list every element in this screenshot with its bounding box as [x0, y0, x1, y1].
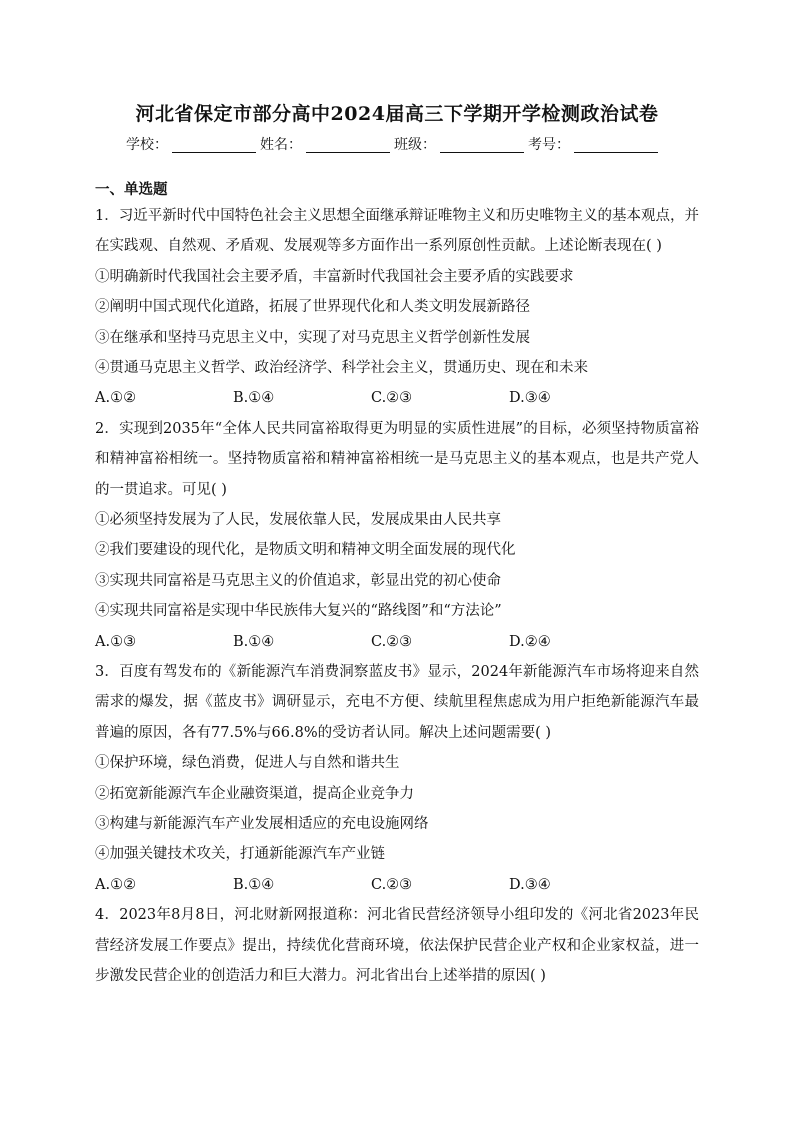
question-text: 实现到2035年“全体人民共同富裕取得更为明显的实质性进展”的目标，必须坚持物质富裕和精神富裕相统一。坚持物质富裕和精神富裕相统一是马克思主义的基本观点，也是共产党人的一贯追求。可见( )	[95, 420, 699, 498]
option-c[interactable]: C.②③	[371, 390, 413, 407]
question-number: 1．	[95, 208, 119, 224]
question-2	[95, 414, 699, 657]
question-stem	[95, 201, 699, 262]
question-4	[95, 900, 699, 991]
question-1	[95, 201, 699, 414]
section-heading: 一、单选题	[95, 181, 168, 198]
class-label: 班级：	[394, 137, 436, 153]
answer-options	[95, 870, 699, 900]
statement-item: ④加强关键技术攻关，打通新能源汽车产业链	[95, 846, 385, 863]
statement-item: ③在继承和坚持马克思主义中，实现了对马克思主义哲学创新性发展	[95, 329, 530, 346]
question-number: 2．	[95, 420, 120, 437]
school-blank[interactable]	[172, 136, 256, 153]
page-title: 河北省保定市部分高中2024届高三下学期开学检测政治试卷	[135, 103, 659, 125]
option-b[interactable]: B.①④	[233, 633, 275, 650]
class-blank[interactable]	[440, 136, 524, 153]
question-text: 2023年8月8日，河北财新网报道称：河北省民营经济领导小组印发的《河北省2023年民营经济发展工作要点》提出，持续优化营商环境，依法保护民营企业产权和企业家权益，进一步激发民营企业的创造活力和巨大潜力。河北省出台上述举措的原因( )	[95, 907, 699, 984]
question-number: 3．	[95, 663, 120, 680]
question-3	[95, 657, 699, 900]
question-text: 百度有驾发布的《新能源汽车消费洞察蓝皮书》显示，2024年新能源汽车市场将迎来自然需求的爆发，据《蓝皮书》调研显示，充电不方便、续航里程焦虑成为用户拒绝新能源汽车最普遍的原因，各有77.5%与66.8%的受访者认同。解决上述问题需要( )	[95, 663, 699, 741]
option-a[interactable]: A.①③	[95, 633, 137, 650]
statement-item: ④实现共同富裕是实现中华民族伟大复兴的“路线图”和“方法论”	[95, 603, 502, 620]
option-c[interactable]: C.②③	[371, 633, 413, 650]
statement-item: ④贯通马克思主义哲学、政治经济学、科学社会主义，贯通历史、现在和未来	[95, 359, 588, 376]
option-b[interactable]: B.①④	[233, 390, 275, 407]
number-label: 考号：	[528, 137, 570, 153]
option-c[interactable]: C.②③	[371, 876, 413, 893]
answer-options	[95, 383, 699, 413]
question-list	[95, 201, 699, 991]
option-a[interactable]: A.①②	[95, 876, 137, 893]
option-d[interactable]: D.②④	[509, 633, 551, 650]
statement-item: ③实现共同富裕是马克思主义的价值追求，彰显出党的初心使命	[95, 572, 501, 589]
answer-options	[95, 627, 699, 657]
statement-item: ①明确新时代我国社会主要矛盾，丰富新时代我国社会主要矛盾的实践要求	[95, 268, 574, 285]
name-label: 姓名：	[260, 137, 302, 153]
option-d[interactable]: D.③④	[509, 390, 551, 407]
statement-item: ①必须坚持发展为了人民，发展依靠人民，发展成果由人民共享	[95, 511, 501, 528]
statement-item: ③构建与新能源汽车产业发展相适应的充电设施网络	[95, 815, 429, 832]
student-info-line	[126, 132, 662, 156]
statement-item: ①保护环境，绿色消费，促进人与自然和谐共生	[95, 755, 400, 772]
question-stem	[95, 657, 699, 748]
option-b[interactable]: B.①④	[233, 876, 275, 893]
question-stem	[95, 900, 699, 991]
option-d[interactable]: D.③④	[509, 876, 551, 893]
number-blank[interactable]	[574, 136, 658, 153]
statement-item: ②我们要建设的现代化，是物质文明和精神文明全面发展的现代化	[95, 542, 516, 559]
statement-item: ②拓宽新能源汽车企业融资渠道，提高企业竞争力	[95, 785, 414, 802]
school-label: 学校：	[126, 137, 168, 153]
question-text: 习近平新时代中国特色社会主义思想全面继承辩证唯物主义和历史唯物主义的基本观点，并在实践观、自然观、矛盾观、发展观等多方面作出一系列原创性贡献。上述论断表现在( )	[95, 208, 699, 255]
option-a[interactable]: A.①②	[95, 390, 137, 407]
statement-item: ②阐明中国式现代化道路，拓展了世界现代化和人类文明发展新路径	[95, 299, 530, 316]
name-blank[interactable]	[306, 136, 390, 153]
question-stem	[95, 414, 699, 505]
question-number: 4．	[95, 907, 120, 924]
